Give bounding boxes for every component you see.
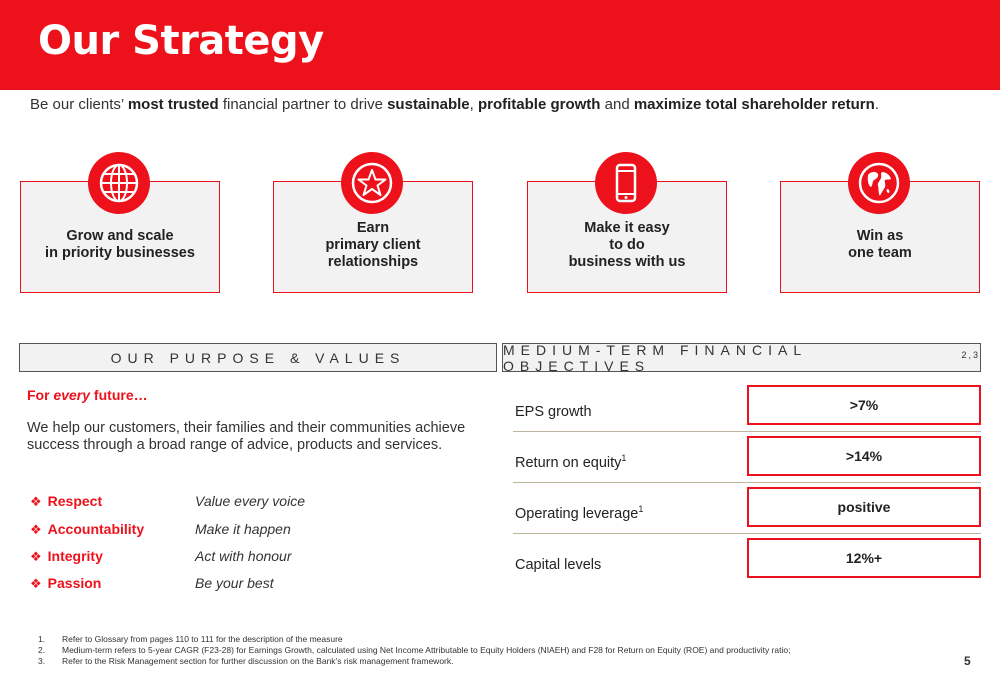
footnote-text: Refer to Glossary from pages 110 to 111 for the description of the measure (62, 634, 343, 644)
pillar-label: Earn primary client relationships (325, 219, 421, 270)
objective-row-roe (513, 436, 981, 486)
world-map-icon (848, 152, 910, 214)
objective-metric (515, 402, 592, 420)
footnote-ref: 1 (621, 453, 627, 463)
footnote (38, 634, 790, 645)
value-description: Make it happen (195, 521, 291, 537)
value-description: Value every voice (195, 493, 305, 509)
smartphone-icon (595, 152, 657, 214)
objective-target: positive (747, 487, 981, 527)
metric-label: EPS growth (515, 403, 592, 420)
value-name (30, 575, 190, 592)
value-name-text: Accountability (47, 521, 145, 537)
tagline-emphasis: profitable growth (477, 96, 601, 113)
purpose-values-heading (19, 343, 497, 372)
row-divider (513, 431, 981, 432)
title-banner (0, 0, 1000, 90)
objective-target: 12%+ (747, 538, 981, 578)
footnote-number: 1. (38, 634, 46, 644)
diamond-bullet-icon: ❖ (30, 494, 42, 509)
tagline-text: and (600, 96, 634, 113)
footnotes (38, 634, 790, 667)
section-heading-text: OUR PURPOSE & VALUES (110, 349, 406, 366)
value-description: Act with honour (195, 548, 292, 564)
pillar-label: Grow and scale in priority businesses (45, 228, 195, 261)
tagline-text: . (874, 96, 879, 113)
diamond-bullet-icon: ❖ (30, 576, 42, 591)
footnote-number: 2. (38, 645, 46, 655)
objective-metric (515, 555, 601, 573)
footnote (38, 656, 790, 667)
footnote (38, 645, 790, 656)
tagline-emphasis: most trusted (127, 96, 219, 113)
for-every-future (27, 387, 148, 403)
for-every-text: For (27, 387, 54, 403)
purpose-statement: We help our customers, their families and their communities achieve success through a broad range of advice, products and services. (27, 420, 466, 453)
globe-grid-icon (88, 152, 150, 214)
footnote-number: 3. (38, 656, 46, 666)
tagline-emphasis: maximize total shareholder return (633, 96, 875, 113)
row-divider (513, 533, 981, 534)
tagline-emphasis: sustainable (387, 96, 470, 113)
objective-row-eps (513, 385, 981, 435)
section-heading-text: MEDIUM-TERM FINANCIAL OBJECTIVES (503, 341, 807, 374)
objective-row-capital (513, 538, 981, 588)
value-name-text: Integrity (47, 548, 103, 564)
pillar-label: Make it easy to do business with us (568, 219, 686, 270)
value-name-text: Respect (47, 493, 103, 509)
objective-target: >7% (747, 385, 981, 425)
value-name-text: Passion (47, 575, 102, 591)
value-description: Be your best (195, 575, 274, 591)
objective-metric (515, 453, 626, 471)
value-name (30, 493, 190, 510)
footnote-ref: 1 (638, 504, 644, 514)
page-title: Our Strategy (38, 18, 324, 64)
metric-label: Operating leverage (515, 505, 639, 522)
objective-row-leverage (513, 487, 981, 537)
tagline-text: Be our clients’ (30, 96, 128, 113)
footnote-text: Refer to the Risk Management section for further discussion on the Bank’s risk management framework. (62, 656, 454, 666)
footnote-text: Medium-term refers to 5-year CAGR (F23-28) for Earnings Growth, calculated using Net Income Attributable to Equity Holders (NIAEH) and F28 for Return on Equity (ROE) and productivity ratio; (62, 645, 791, 655)
page-number: 5 (964, 654, 971, 668)
footnote-ref: 2,3 (961, 349, 980, 360)
for-every-text: future… (90, 387, 148, 403)
row-divider (513, 482, 981, 483)
tagline-text: , (469, 96, 478, 113)
strategy-tagline (30, 96, 879, 113)
objective-target: >14% (747, 436, 981, 476)
tagline-text: financial partner to drive (218, 96, 388, 113)
for-every-emphasis: every (53, 387, 91, 403)
pillar-label: Win as one team (848, 228, 912, 261)
metric-label: Return on equity (515, 454, 622, 471)
diamond-bullet-icon: ❖ (30, 549, 42, 564)
metric-label: Capital levels (515, 556, 602, 573)
value-name (30, 521, 190, 538)
financial-objectives-heading (502, 343, 981, 372)
value-name (30, 548, 190, 565)
star-icon (341, 152, 403, 214)
objective-metric (515, 504, 643, 522)
diamond-bullet-icon: ❖ (30, 522, 42, 537)
